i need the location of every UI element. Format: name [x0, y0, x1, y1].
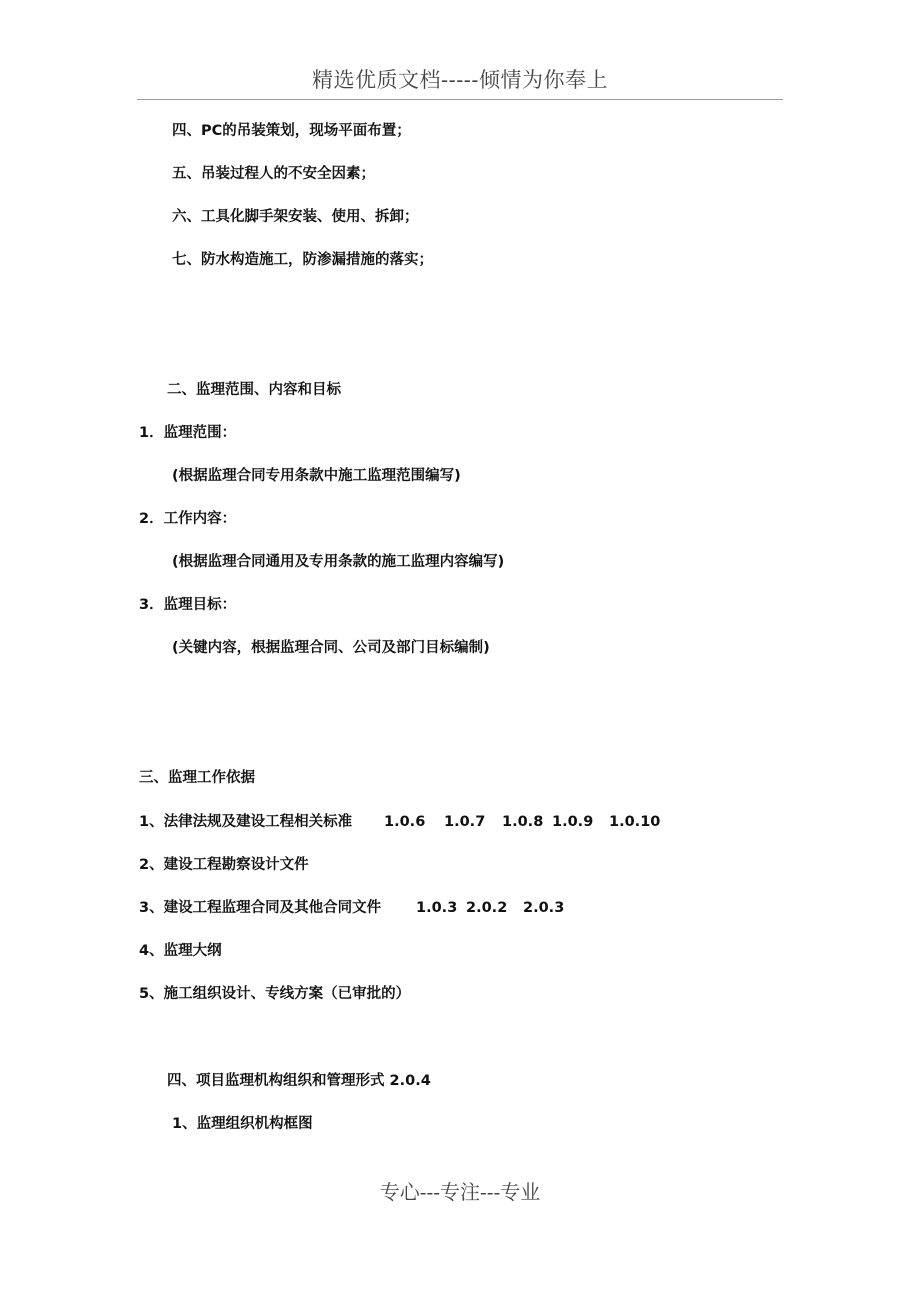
basis-item-3 — [139, 898, 381, 918]
content-label: 2．工作内容： — [139, 511, 237, 527]
goal-note: (关键内容，根据监理合同、公司及部门目标编制) — [172, 640, 490, 656]
basis-code: 1.0.9 — [552, 814, 594, 830]
intro-item-6: 六、工具化脚手架安装、使用、拆卸； — [172, 209, 419, 225]
section-4-title: 四、项目监理机构组织和管理形式 2.0.4 — [167, 1073, 431, 1089]
basis-item-5: 5、施工组织设计、专线方案（已审批的） — [139, 986, 411, 1002]
basis-code: 1.0.10 — [609, 814, 661, 830]
intro-item-7: 七、防水构造施工，防渗漏措施的落实； — [172, 252, 433, 268]
basis-code: 2.0.2 — [466, 900, 508, 916]
scope-note: (根据监理合同专用条款中施工监理范围编写) — [172, 468, 461, 484]
intro-item-5: 五、吊装过程人的不安全因素； — [172, 166, 375, 182]
basis-item-1 — [139, 812, 352, 832]
header-divider — [137, 99, 783, 100]
section-3-title: 三、监理工作依据 — [139, 770, 255, 786]
basis-code: 1.0.8 — [502, 814, 544, 830]
basis-code: 2.0.3 — [523, 900, 565, 916]
page-footer: 专心---专注---专业 — [379, 1180, 541, 1204]
basis-code: 1.0.7 — [444, 814, 486, 830]
intro-item-4: 四、PC的吊装策划，现场平面布置； — [172, 123, 411, 139]
basis-code: 1.0.3 — [416, 900, 458, 916]
basis-item-4: 4、监理大纲 — [139, 943, 222, 959]
basis-item-2: 2、建设工程勘察设计文件 — [139, 857, 309, 873]
basis-item-3-text: 3、建设工程监理合同及其他合同文件 — [139, 900, 382, 916]
section-2-title: 二、监理范围、内容和目标 — [167, 382, 341, 398]
basis-item-1-text: 1、法律法规及建设工程相关标准 — [139, 814, 353, 830]
scope-label: 1．监理范围： — [139, 425, 237, 441]
goal-label: 3．监理目标： — [139, 597, 237, 613]
page-header: 精选优质文档-----倾情为你奉上 — [312, 68, 608, 92]
section-4-subitem: 1、监理组织机构框图 — [172, 1116, 313, 1132]
basis-code: 1.0.6 — [384, 814, 426, 830]
content-note: (根据监理合同通用及专用条款的施工监理内容编写) — [172, 554, 505, 570]
